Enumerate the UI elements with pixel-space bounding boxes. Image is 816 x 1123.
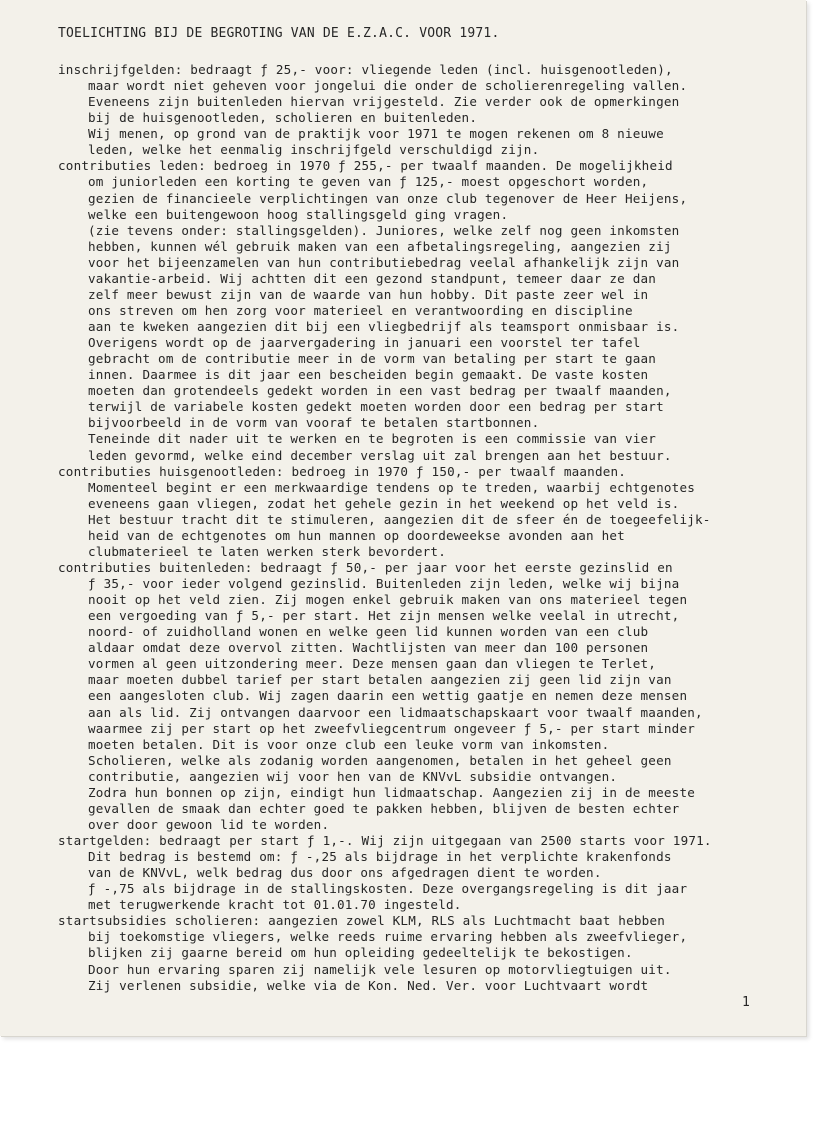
document-title: TOELICHTING BIJ DE BEGROTING VAN DE E.Z.A.C. VOOR 1971. bbox=[58, 26, 500, 41]
body-line: aldaar omdat deze overvol zitten. Wachtlijsten van meer dan 100 personen bbox=[88, 640, 649, 656]
body-line: Dit bedrag is bestemd om: ƒ -,25 als bijdrage in het verplichte krakenfonds bbox=[88, 849, 672, 865]
body-line: Scholieren, welke als zodanig worden aangenomen, betalen in het geheel geen bbox=[88, 752, 672, 768]
body-line: aan als lid. Zij ontvangen daarvoor een lidmaatschapskaart voor twaalf maanden, bbox=[88, 704, 703, 720]
body-line: bijvoorbeeld in de vorm van vooraf te betalen startbonnen. bbox=[88, 415, 540, 431]
body-line: moeten dan grotendeels gedekt worden in een vast bedrag per twaalf maanden, bbox=[88, 383, 672, 399]
body-line: leden, welke het eenmalig inschrijfgeld verschuldigd zijn. bbox=[88, 142, 540, 158]
body-line: welke een buitengewoon hoog stallingsgeld ging vragen. bbox=[88, 206, 509, 222]
body-line: ons streven om hen zorg voor materieel en verantwoording en discipline bbox=[88, 302, 633, 318]
body-line: ƒ -,75 als bijdrage in de stallingskosten. Deze overgangsregeling is dit jaar bbox=[88, 881, 688, 897]
body-line: nooit op het veld zien. Zij mogen enkel gebruik maken van ons materieel tegen bbox=[88, 592, 688, 608]
body-line: met terugwerkende kracht tot 01.01.70 ingesteld. bbox=[88, 897, 462, 913]
body-line: moeten betalen. Dit is voor onze club een leuke vorm van inkomsten. bbox=[88, 736, 610, 752]
body-line: maar moeten dubbel tarief per start betalen aangezien zij geen lid zijn van bbox=[88, 672, 672, 688]
body-line: Teneinde dit nader uit te werken en te begroten is een commissie van vier bbox=[88, 431, 657, 447]
body-line: Overigens wordt op de jaarvergadering in januari een voorstel ter tafel bbox=[88, 335, 641, 351]
body-line: terwijl de variabele kosten gedekt moeten worden door een bedrag per start bbox=[88, 399, 664, 415]
body-line: blijken zij gaarne bereid om hun opleiding gedeeltelijk te bekostigen. bbox=[88, 945, 633, 961]
body-line: Zodra hun bonnen op zijn, eindigt hun lidmaatschap. Aangezien zij in de meeste bbox=[88, 784, 696, 800]
section-heading-line: contributies huisgenootleden: bedroeg in 1970 ƒ 150,- per twaalf maanden. bbox=[58, 463, 627, 479]
body-line: maar wordt niet geheven voor jongelui die onder de scholierenregeling vallen. bbox=[88, 78, 688, 94]
body-line: vakantie-arbeid. Wij achtten dit een gezond standpunt, temeer daar ze dan bbox=[88, 270, 657, 286]
body-line: hebben, kunnen wél gebruik maken van een afbetalingsregeling, aangezien zij bbox=[88, 238, 672, 254]
body-line: Het bestuur tracht dit te stimuleren, aangezien dit de sfeer én de toegeefelijk- bbox=[88, 511, 711, 527]
body-line: Door hun ervaring sparen zij namelijk vele lesuren op motorvliegtuigen uit. bbox=[88, 961, 672, 977]
body-line: voor het bijeenzamelen van hun contributiebedrag veelal afhankelijk zijn van bbox=[88, 254, 680, 270]
body-line: gevallen de smaak dan echter goed te pakken hebben, blijven de besten echter bbox=[88, 800, 680, 816]
body-line: bij toekomstige vliegers, welke reeds ruime ervaring hebben als zweefvlieger, bbox=[88, 929, 688, 945]
body-line: een vergoeding van ƒ 5,- per start. Het zijn mensen welke veelal in utrecht, bbox=[88, 608, 680, 624]
body-line: innen. Daarmee is dit jaar een bescheiden begin gemaakt. De vaste kosten bbox=[88, 367, 649, 383]
body-line: Zij verlenen subsidie, welke via de Kon. Ned. Ver. voor Luchtvaart wordt bbox=[88, 977, 649, 993]
body-line: vormen al geen uitzondering meer. Deze mensen gaan dan vliegen te Terlet, bbox=[88, 656, 657, 672]
body-line: heid van de echtgenotes om hun mannen op doordeweekse avonden aan het bbox=[88, 527, 625, 543]
body-line: noord- of zuidholland wonen en welke geen lid kunnen worden van een club bbox=[88, 624, 649, 640]
body-line: waarmee zij per start op het zweefvliegcentrum ongeveer ƒ 5,- per start minder bbox=[88, 720, 696, 736]
body-line: leden gevormd, welke eind december verslag uit zal brengen aan het bestuur. bbox=[88, 447, 672, 463]
body-line: (zie tevens onder: stallingsgelden). Juniores, welke zelf nog geen inkomsten bbox=[88, 222, 680, 238]
section-heading-line: contributies buitenleden: bedraagt ƒ 50,- per jaar voor het eerste gezinslid en bbox=[58, 559, 673, 575]
body-line: Wij menen, op grond van de praktijk voor 1971 te mogen rekenen om 8 nieuwe bbox=[88, 126, 664, 142]
body-line: over door gewoon lid te worden. bbox=[88, 816, 330, 832]
body-line: contributie, aangezien wij voor hen van de KNVvL subsidie ontvangen. bbox=[88, 768, 618, 784]
body-lines bbox=[58, 62, 788, 994]
page-number: 1 bbox=[742, 995, 750, 1010]
body-line: bij de huisgenootleden, scholieren en buitenleden. bbox=[88, 110, 478, 126]
body-line: Eveneens zijn buitenleden hiervan vrijgesteld. Zie verder ook de opmerkingen bbox=[88, 94, 680, 110]
body-line: van de KNVvL, welk bedrag dus door ons afgedragen dient te worden. bbox=[88, 865, 602, 881]
body-line: eveneens gaan vliegen, zodat het gehele gezin in het weekend op het veld is. bbox=[88, 495, 680, 511]
body-line: aan te kweken aangezien dit bij een vliegbedrijf als teamsport onmisbaar is. bbox=[88, 319, 680, 334]
typewritten-text bbox=[58, 22, 788, 994]
section-heading-line: inschrijfgelden: bedraagt ƒ 25,- voor: vliegende leden (incl. huisgenootleden), bbox=[58, 62, 673, 77]
body-line: clubmaterieel te laten werken sterk bevordert. bbox=[88, 543, 446, 559]
body-line: om juniorleden een korting te geven van ƒ 125,- moest opgeschort worden, bbox=[88, 174, 649, 190]
body-line: zelf meer bewust zijn van de waarde van hun hobby. Dit paste zeer wel in bbox=[88, 286, 649, 302]
body-line: gebracht om de contributie meer in de vorm van betaling per start te gaan bbox=[88, 351, 657, 367]
section-heading-line: startsubsidies scholieren: aangezien zowel KLM, RLS als Luchtmacht baat hebben bbox=[58, 913, 666, 929]
body-line: gezien de financieele verplichtingen van onze club tegenover de Heer Heijens, bbox=[88, 190, 688, 206]
section-heading-line: startgelden: bedraagt per start ƒ 1,-. Wij zijn uitgegaan van 2500 starts voor 1971. bbox=[58, 833, 712, 848]
section-heading-line: contributies leden: bedroeg in 1970 ƒ 255,- per twaalf maanden. De mogelijkheid bbox=[58, 158, 673, 174]
body-line: ƒ 35,- voor ieder volgend gezinslid. Buitenleden zijn leden, welke wij bijna bbox=[88, 576, 680, 591]
body-line: Momenteel begint er een merkwaardige tendens op te treden, waarbij echtgenotes bbox=[88, 479, 696, 495]
body-line: een aangesloten club. Wij zagen daarin een wettig gaatje en nemen deze mensen bbox=[88, 688, 688, 704]
